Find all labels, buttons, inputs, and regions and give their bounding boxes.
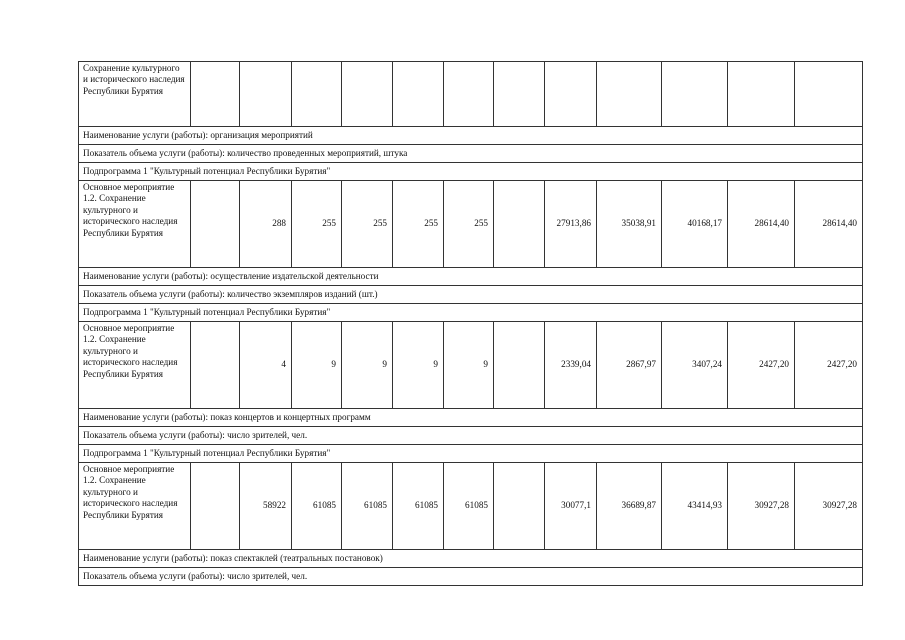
subprogram-title: Подпрограмма 1 "Культурный потенциал Республики Бурятия": [79, 163, 863, 181]
value-cell: 255: [393, 181, 444, 268]
value-cell: 61085: [444, 463, 494, 550]
indicator-row: [79, 286, 863, 304]
service-name: Наименование услуги (работы): осуществление издательской деятельности: [79, 268, 863, 286]
value-cell: [494, 463, 545, 550]
indicator-row: [79, 427, 863, 445]
value-cell: 43414,93: [662, 463, 728, 550]
value-cell: 61085: [342, 463, 393, 550]
service-name-row: [79, 409, 863, 427]
value-cell: 36689,87: [597, 463, 662, 550]
value-cell: 2427,20: [728, 322, 795, 409]
value-cell: [494, 322, 545, 409]
subprogram-title: Подпрограмма 1 "Культурный потенциал Республики Бурятия": [79, 304, 863, 322]
table-row: [79, 463, 863, 550]
value-cell: 9: [393, 322, 444, 409]
value-cell: 40168,17: [662, 181, 728, 268]
service-name: Наименование услуги (работы): организация мероприятий: [79, 127, 863, 145]
value-cell: 288: [240, 181, 292, 268]
value-cell: [191, 322, 240, 409]
volume-indicator: Показатель объема услуги (работы): количество проведенных мероприятий, штука: [79, 145, 863, 163]
value-cell: [795, 62, 863, 127]
value-cell: 2339,04: [545, 322, 597, 409]
table-row: [79, 181, 863, 268]
value-cell: 255: [292, 181, 342, 268]
value-cell: [292, 62, 342, 127]
value-cell: [494, 181, 545, 268]
value-cell: [728, 62, 795, 127]
table-row: [79, 322, 863, 409]
value-cell: [191, 181, 240, 268]
value-cell: [191, 62, 240, 127]
value-cell: 255: [342, 181, 393, 268]
value-cell: [191, 463, 240, 550]
indicator-row: [79, 568, 863, 586]
subprogram-row: [79, 445, 863, 463]
value-cell: 30927,28: [795, 463, 863, 550]
volume-indicator: Показатель объема услуги (работы): число зрителей, чел.: [79, 427, 863, 445]
value-cell: [545, 62, 597, 127]
service-name: Наименование услуги (работы): показ концертов и концертных программ: [79, 409, 863, 427]
measure-name-cell: Основное мероприятие 1.2. Сохранение культурного и исторического наследия Республики Бурятия: [79, 463, 191, 550]
value-cell: 30927,28: [728, 463, 795, 550]
subprogram-row: [79, 304, 863, 322]
service-name-row: [79, 268, 863, 286]
measure-name-cell: Основное мероприятие 1.2. Сохранение культурного и исторического наследия Республики Бурятия: [79, 181, 191, 268]
value-cell: [444, 62, 494, 127]
subprogram-title: Подпрограмма 1 "Культурный потенциал Республики Бурятия": [79, 445, 863, 463]
value-cell: 30077,1: [545, 463, 597, 550]
value-cell: 9: [444, 322, 494, 409]
value-cell: [662, 62, 728, 127]
value-cell: 58922: [240, 463, 292, 550]
value-cell: 2867,97: [597, 322, 662, 409]
value-cell: 2427,20: [795, 322, 863, 409]
volume-indicator: Показатель объема услуги (работы): количество экземпляров изданий (шт.): [79, 286, 863, 304]
value-cell: 255: [444, 181, 494, 268]
service-name-row: [79, 550, 863, 568]
volume-indicator: Показатель объема услуги (работы): число зрителей, чел.: [79, 568, 863, 586]
measure-name-cell: Основное мероприятие 1.2. Сохранение культурного и исторического наследия Республики Бурятия: [79, 322, 191, 409]
value-cell: 4: [240, 322, 292, 409]
measure-name-cell: Сохранение культурного и исторического наследия Республики Бурятия: [79, 62, 191, 127]
value-cell: [597, 62, 662, 127]
value-cell: [342, 62, 393, 127]
value-cell: 3407,24: [662, 322, 728, 409]
value-cell: [240, 62, 292, 127]
value-cell: [494, 62, 545, 127]
indicator-row: [79, 145, 863, 163]
value-cell: 61085: [393, 463, 444, 550]
value-cell: 28614,40: [728, 181, 795, 268]
services-table: [78, 61, 863, 586]
service-name-row: [79, 127, 863, 145]
value-cell: 28614,40: [795, 181, 863, 268]
value-cell: 9: [342, 322, 393, 409]
value-cell: 61085: [292, 463, 342, 550]
value-cell: 35038,91: [597, 181, 662, 268]
value-cell: 27913,86: [545, 181, 597, 268]
service-name: Наименование услуги (работы): показ спектаклей (театральных постановок): [79, 550, 863, 568]
subprogram-row: [79, 163, 863, 181]
table-row: [79, 62, 863, 127]
value-cell: 9: [292, 322, 342, 409]
value-cell: [393, 62, 444, 127]
